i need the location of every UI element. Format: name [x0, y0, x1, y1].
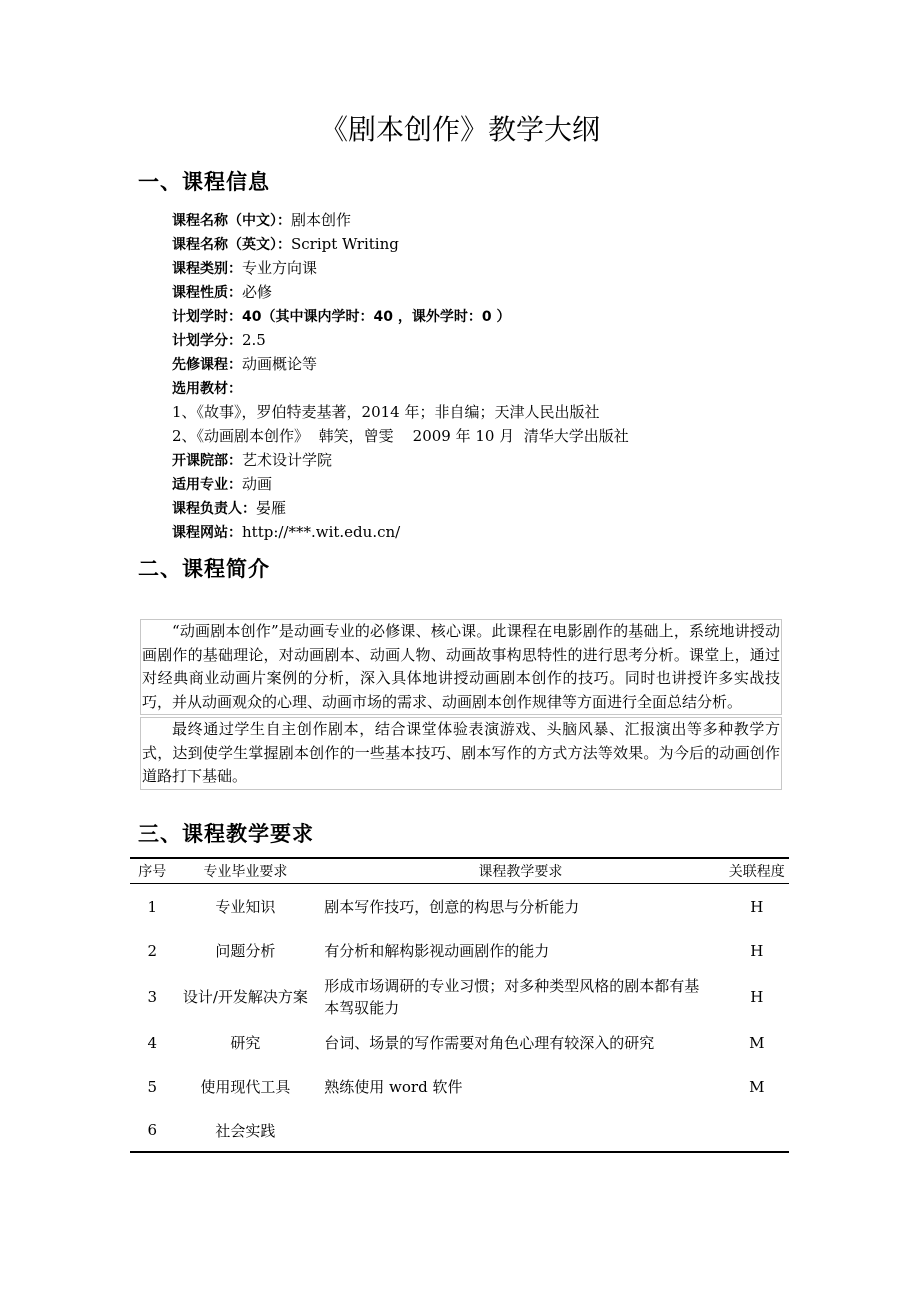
info-value: 动画: [242, 475, 273, 493]
table-row: [130, 884, 789, 930]
cell-no: 6: [147, 1121, 157, 1139]
info-category: [172, 256, 629, 280]
cell-no: 5: [147, 1077, 157, 1096]
info-value: 剧本创作: [291, 211, 352, 229]
info-label: 课程负责人：: [172, 501, 256, 517]
info-label: 计划学时：: [172, 309, 242, 325]
info-value: 艺术设计学院: [242, 451, 333, 469]
header-relevance: 关联程度: [728, 864, 785, 880]
table-row: [130, 1022, 789, 1064]
info-nature: [172, 280, 629, 304]
info-value: 必修: [242, 283, 273, 301]
info-label: 计划学分：: [172, 333, 242, 349]
requirements-table: [130, 857, 789, 1153]
info-value: 专业方向课: [242, 259, 318, 277]
info-value: 晏雁: [256, 499, 287, 517]
cell-relevance: M: [749, 1033, 765, 1052]
cell-course-req: 剧本写作技巧，创意的构思与分析能力: [324, 897, 580, 916]
cell-graduation-req: 专业知识: [215, 898, 276, 917]
info-prerequisites: [172, 352, 629, 376]
info-label: 课程名称（中文）：: [172, 213, 291, 229]
info-value: 1、《故事》，罗伯特麦基著，2014 年；非自编；天津人民出版社: [172, 403, 600, 421]
cell-course-req: 熟练使用 word 软件: [324, 1077, 463, 1096]
info-textbook-2: [172, 424, 629, 448]
info-department: [172, 448, 629, 472]
info-value: 动画概论等: [242, 355, 318, 373]
table-row: [130, 1064, 789, 1110]
info-label: 适用专业：: [172, 477, 242, 493]
cell-relevance: H: [750, 987, 764, 1006]
info-value: 40（其中课内学时：40 ，课外学时：0 ）: [242, 309, 511, 325]
cell-course-req: 有分析和解构影视动画剧作的能力: [324, 941, 550, 960]
info-credits: [172, 328, 629, 352]
section-heading-requirements: 三、课程教学要求: [138, 822, 314, 846]
info-label: 课程名称（英文）：: [172, 237, 291, 253]
cell-no: 4: [147, 1033, 157, 1052]
info-label: 选用教材：: [172, 381, 242, 397]
info-website: [172, 520, 629, 544]
info-textbook-1: [172, 400, 629, 424]
info-instructor: [172, 496, 629, 520]
info-textbooks: [172, 376, 629, 400]
info-label: 先修课程：: [172, 357, 242, 373]
cell-no: 3: [147, 987, 157, 1006]
cell-relevance: [724, 1110, 789, 1152]
header-course-req: 课程教学要求: [478, 864, 563, 880]
info-value: 2、《动画剧本创作》 韩笑，曾雯 2009 年 10 月 清华大学出版社: [172, 427, 629, 445]
cell-relevance: M: [749, 1077, 765, 1096]
info-major: [172, 472, 629, 496]
info-chinese-name: [172, 208, 629, 232]
intro-paragraph-1: “动画剧本创作”是动画专业的必修课、核心课。此课程在电影剧作的基础上，系统地讲授动画剧作的基础理论，对动画剧本、动画人物、动画故事构思特性的进行思考分析。课堂上，通过对经典商业动画片案例的分析，深入具体地讲授动画剧本创作的技巧。同时也讲授许多实战技巧，并从动画观众的心理、动画市场的需求、动画剧本创作规律等方面进行全面总结分析。: [140, 619, 782, 715]
intro-paragraph-2: 最终通过学生自主创作剧本，结合课堂体验表演游戏、头脑风暴、汇报演出等多种教学方式，达到使学生掌握剧本创作的一些基本技巧、剧本写作的方式方法等效果。为今后的动画创作道路打下基础。: [140, 717, 782, 790]
cell-relevance: H: [750, 897, 764, 916]
header-graduation-req: 专业毕业要求: [203, 864, 288, 880]
cell-course-req: 形成市场调研的专业习惯；对多种类型风格的剧本都有基本驾驭能力: [324, 976, 700, 1017]
info-label: 开课院部：: [172, 453, 242, 469]
section-heading-intro: 二、课程简介: [138, 557, 270, 581]
info-hours: [172, 304, 629, 328]
cell-graduation-req: 使用现代工具: [200, 1078, 291, 1096]
cell-graduation-req: 研究: [230, 1034, 261, 1052]
info-label: 课程性质：: [172, 285, 242, 301]
cell-relevance: H: [750, 941, 764, 960]
cell-no: 1: [147, 897, 157, 916]
header-no: 序号: [138, 864, 167, 880]
course-intro: [140, 619, 782, 790]
page-title: 《剧本创作》教学大纲: [319, 113, 600, 146]
info-value: http://***.wit.edu.cn/: [242, 523, 401, 541]
info-label: 课程网站：: [172, 525, 242, 541]
info-english-name: [172, 232, 629, 256]
table-row: [130, 1110, 789, 1152]
info-value: Script Writing: [291, 235, 399, 253]
table-row: [130, 972, 789, 1022]
cell-course-req: 台词、场景的写作需要对角色心理有较深入的研究: [324, 1033, 655, 1052]
info-label: 课程类别：: [172, 261, 242, 277]
course-info-list: [172, 208, 629, 544]
section-heading-course-info: 一、课程信息: [138, 170, 270, 194]
cell-graduation-req: 问题分析: [215, 942, 276, 960]
info-value: 2.5: [242, 331, 266, 349]
cell-course-req: [316, 1110, 724, 1152]
table-row: [130, 930, 789, 972]
cell-graduation-req: 社会实践: [215, 1121, 276, 1140]
cell-graduation-req: 设计/开发解决方案: [182, 988, 308, 1006]
cell-no: 2: [147, 941, 157, 960]
table-header-row: [130, 858, 789, 884]
